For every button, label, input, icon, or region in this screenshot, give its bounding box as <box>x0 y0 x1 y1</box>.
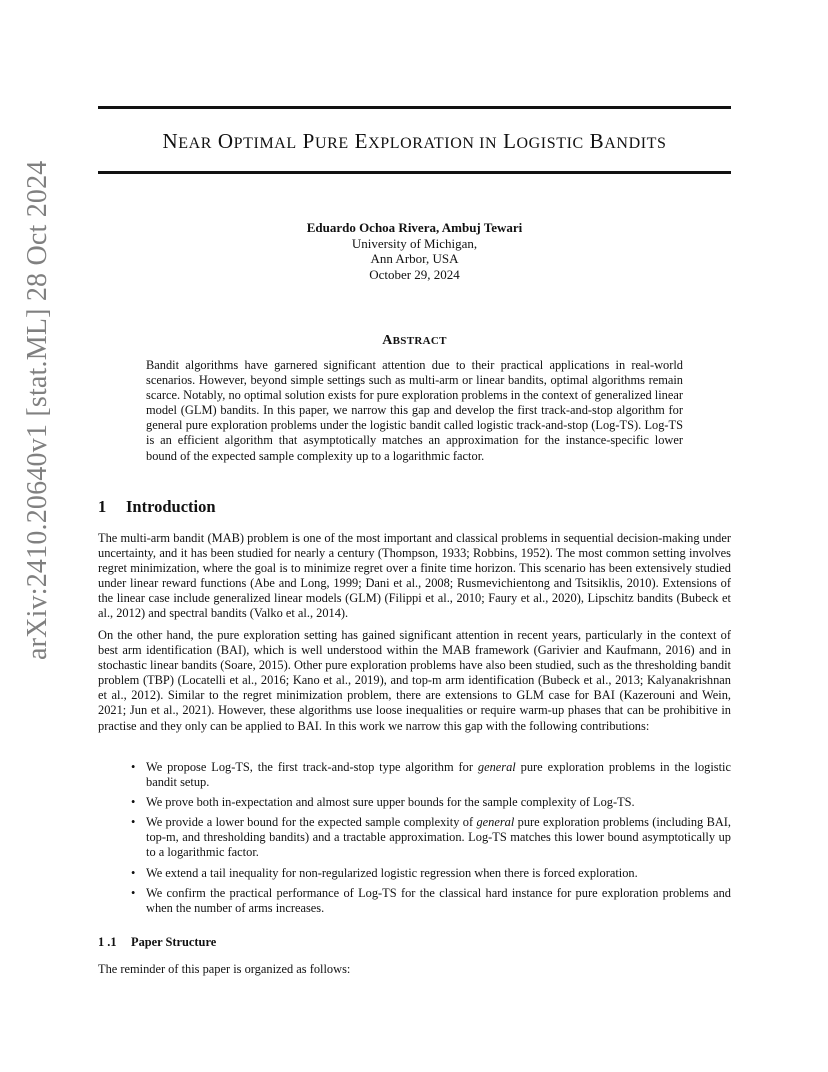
subsection-paragraph: The reminder of this paper is organized as follows: <box>98 962 351 976</box>
affiliation: University of Michigan, <box>351 235 478 251</box>
abstract-text: Bandit algorithms have garnered significant attention due to their practical applications in real-world scenarios. However, beyond simple settings such as multi-arm or linear bandits, optimal algorithms remain scarce. Notably, no optimal solution exists for pure exploration problems in the context of generalized linear model (GLM) bandits. In this paper, we narrow this gap and develop the first track-and-stop algorithm for general pure exploration problems under the logistic bandit called logistic track-and-stop (Log-TS). Log-TS is an efficient algorithm that asymptotically matches an approximation for the instance-specific lower bound of the expected sample complexity up to a logarithmic factor. <box>146 358 683 463</box>
list-item-text: We extend a tail inequality for non-regularized logistic regression when there is forced exploration. <box>146 865 638 880</box>
title-word: ANDITS <box>604 135 667 152</box>
list-item-text: We propose Log-TS, the first track-and-stop type algorithm for <box>146 760 478 774</box>
bullet-icon: • <box>131 760 136 774</box>
title-initial: B <box>589 129 605 153</box>
title-initial: L <box>503 129 517 153</box>
bullet-icon: • <box>131 885 136 900</box>
contributions-list <box>98 760 731 921</box>
paper-title <box>98 129 731 154</box>
list-item-text: We prove both in-expectation and almost sure upper bounds for the sample complexity of Log-TS. <box>146 795 635 810</box>
intro-paragraph-2: On the other hand, the pure exploration setting has gained significant attention in recent years, particularly in the context of best arm identification (BAI), which is well understood within the MAB framework (Garivier and Kaufmann, 2016) and in stochastic linear bandits (Soare, 2015). Other pure exploration problems have also been studied, such as the thresholding bandit problem (TBP) (Locatelli et al., 2016; Kano et al., 2019), and top-m arm identification (Bubeck et al., 2013; Kalyanakrishnan et al., 2012). Similar to the regret minimization problem, there are extensions to GLM case for BAI (Kazerouni and Wein, 2021; Jun et al., 2021). However, these algorithms use loose inequalities or require warm-up phases that can be prohibitive in practise and they only can be applied to BAI. In this work we narrow this gap with the following contributions: <box>98 628 731 733</box>
list-item-text: We confirm the practical performance of Log-TS for the classical hard instance for pure exploration problems and when the number of arms increases. <box>146 885 731 915</box>
date: October 29, 2024 <box>369 266 460 282</box>
title-top-rule <box>98 106 731 109</box>
abstract-heading-rest: BSTRACT <box>392 335 447 347</box>
subsection-heading <box>98 935 216 950</box>
list-item <box>98 815 731 860</box>
title-initial: O <box>217 129 234 153</box>
abstract-heading <box>98 333 731 349</box>
section-title: Introduction <box>126 497 216 516</box>
title-word: PTIMAL <box>233 135 297 152</box>
bullet-icon: • <box>131 815 136 830</box>
title-initial: E <box>354 129 369 153</box>
bullet-icon: • <box>131 865 136 880</box>
list-item <box>98 886 731 916</box>
author-names: Eduardo Ochoa Rivera, Ambuj Tewari <box>306 220 523 235</box>
list-item <box>98 866 731 881</box>
author-block <box>98 220 731 282</box>
intro-paragraph-1: The multi-arm bandit (MAB) problem is one of the most important and classical problems in sequential decision-making under uncertainty, and it has been studied for nearly a century (Thompson, 1933; Robbins, 1952). The most common setting involves regret minimization, where the goal is to minimize regret over a finite time horizon. This scenario has been extensively studied under linear reward functions (Abe and Long, 1999; Dani et al., 2008; Rusmevichientong and Tsitsiklis, 2010). Extensions of the linear case include generalized linear models (GLM) (Filippi et al., 2010; Faury et al., 2020), Lipschitz bandits (Bubeck et al., 2012) and spectral bandits (Valko et al., 2014). <box>98 531 731 621</box>
title-word: OGISTIC <box>516 135 584 152</box>
list-item <box>98 795 731 810</box>
title-bottom-rule <box>98 171 731 174</box>
list-item <box>98 760 731 790</box>
title-word: URE <box>314 135 349 152</box>
list-item-emphasis: general <box>476 815 515 830</box>
subsection-title: Paper Structure <box>131 935 217 949</box>
title-initial: P <box>302 129 315 153</box>
title-word: EAR <box>178 135 213 152</box>
bullet-icon: • <box>131 795 136 810</box>
section-heading <box>98 497 216 517</box>
title-word: XPLORATION IN <box>368 135 498 152</box>
list-item-emphasis: general <box>477 760 516 774</box>
list-item-text: pure exploration problems (including BAI, top-m, and thresholding bandits) and a tractable approximation. Log-TS matches this lower bound asymptotically up to a logarithmic factor. <box>146 815 732 860</box>
title-initial: N <box>162 129 179 153</box>
list-item-text: pure exploration problems in the logistic bandit setup. <box>146 760 732 790</box>
abstract-heading-initial: A <box>382 333 393 348</box>
location: Ann Arbor, USA <box>370 251 459 266</box>
subsection-number: 1 .1 <box>98 935 117 949</box>
arxiv-identifier[interactable]: arXiv:2410.20640v1 [stat.ML] 28 Oct 2024 <box>22 160 53 660</box>
list-item-text: We provide a lower bound for the expected sample complexity of <box>146 815 477 830</box>
section-number: 1 <box>98 497 107 516</box>
